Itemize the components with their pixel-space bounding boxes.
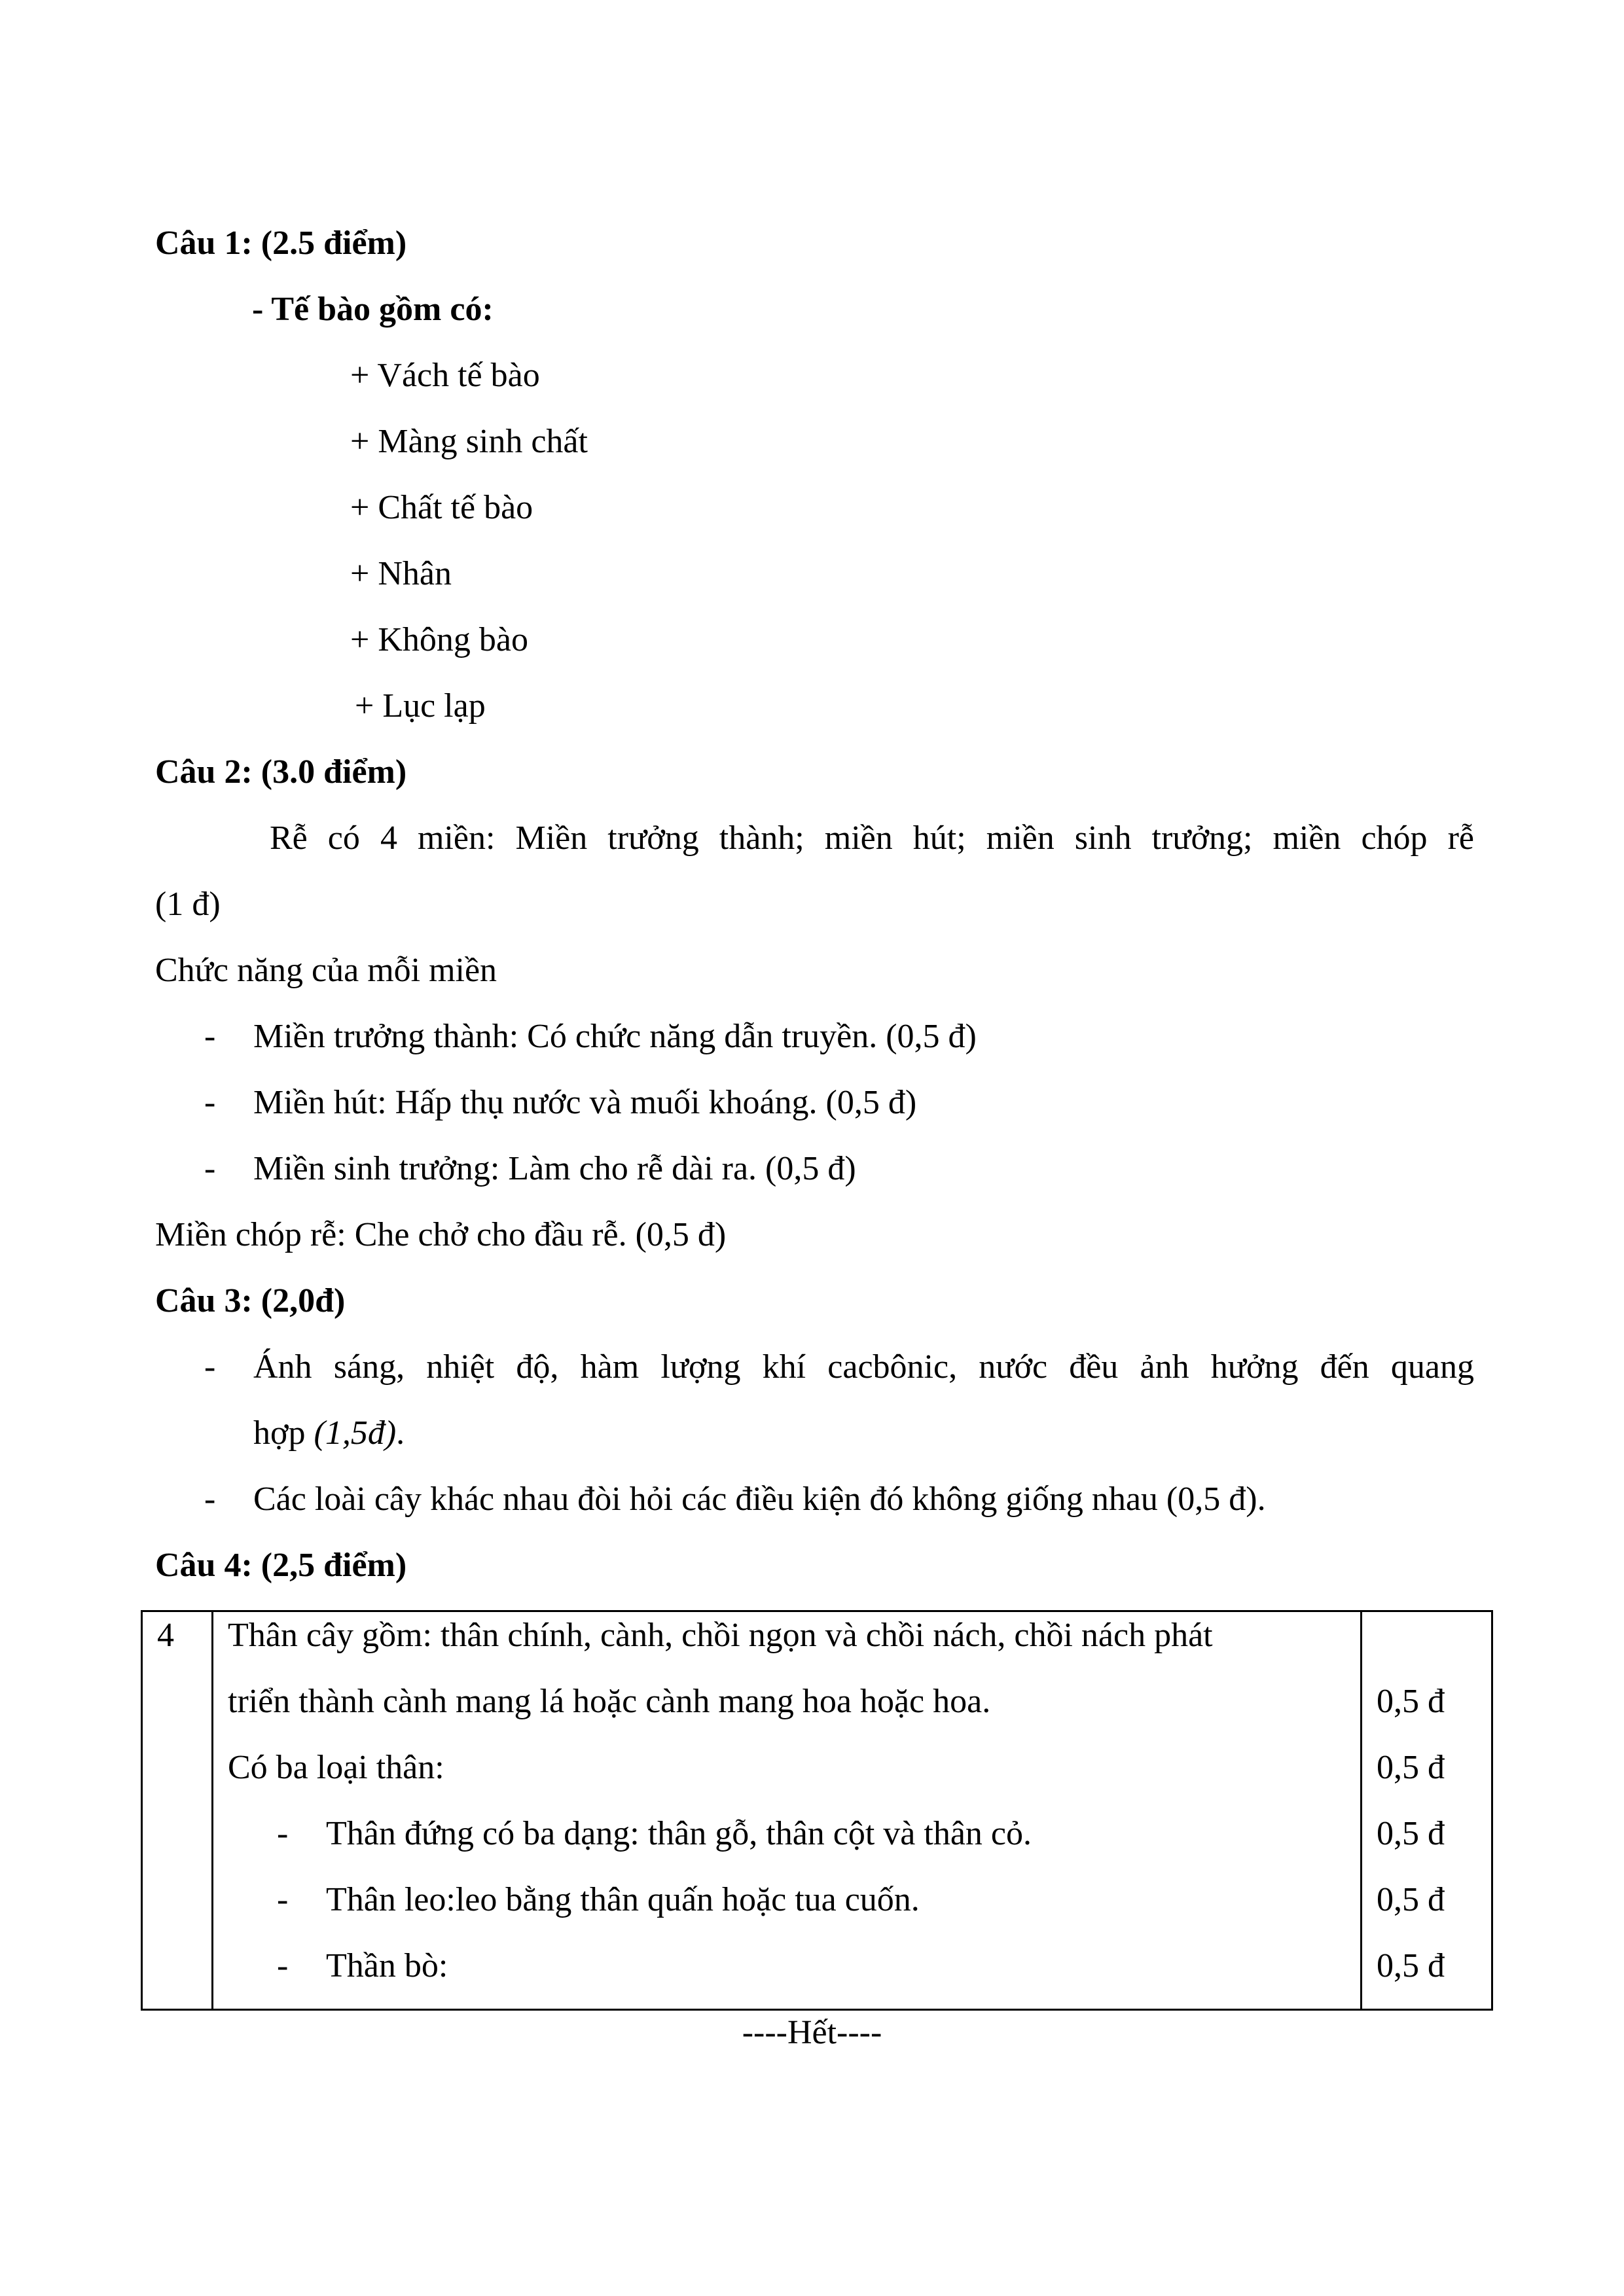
table-text-line2: triển thành cành mang lá hoặc cành mang hoa hoặc hoa. [228, 1683, 991, 1720]
q2-title: Câu 2: (3.0 điểm) [155, 753, 407, 791]
answer-table [141, 1610, 1493, 2011]
q3-bullet-2: Các loài cây khác nhau đòi hỏi các điều kiện đó không giống nhau (0,5 đ). [253, 1480, 1266, 1518]
q1-title: Câu 1: (2.5 điểm) [155, 224, 407, 262]
table-score-1: 0,5 đ [1377, 1683, 1445, 1720]
q3-bullet-1-line2 [253, 1414, 405, 1453]
q3-dash-2: - [204, 1480, 216, 1518]
q3-bullet-1-period: . [396, 1414, 405, 1452]
table-col-divider-1 [211, 1612, 213, 2009]
q2-dash-2: - [204, 1084, 216, 1121]
q3-bullet-1-score: (1,5đ) [314, 1414, 397, 1452]
q2-last-line: Miền chóp rễ: Che chở cho đầu rễ. (0,5 đ) [155, 1216, 727, 1253]
q1-item-3: + Chất tế bào [350, 489, 533, 526]
table-sub-3: Thần bò: [326, 1947, 448, 1984]
q2-function-heading: Chức năng của mỗi miền [155, 952, 497, 989]
q3-bullet-1-line1: Ánh sáng, nhiệt độ, hàm lượng khí cacbônic, nước đều ảnh hưởng đến quang [253, 1348, 1474, 1386]
end-marker: ----Hết---- [742, 2014, 882, 2051]
table-text-line3: Có ba loại thân: [228, 1749, 444, 1786]
q4-title: Câu 4: (2,5 điểm) [155, 1547, 407, 1584]
q3-title: Câu 3: (2,0đ) [155, 1282, 346, 1319]
table-score-5: 0,5 đ [1377, 1947, 1445, 1984]
q3-dash-1: - [204, 1348, 216, 1386]
table-score-4: 0,5 đ [1377, 1881, 1445, 1918]
table-score-2: 0,5 đ [1377, 1749, 1445, 1786]
q2-bullet-2: Miền hút: Hấp thụ nước và muối khoáng. (0,5 đ) [253, 1084, 917, 1121]
q2-intro-line2: (1 đ) [155, 886, 221, 923]
table-sub-dash-3: - [277, 1947, 289, 1984]
q1-subtitle: - Tế bào gồm có: [252, 291, 494, 328]
table-row-number: 4 [157, 1617, 174, 1654]
table-score-3: 0,5 đ [1377, 1815, 1445, 1852]
q2-dash-1: - [204, 1018, 216, 1055]
q2-bullet-3: Miền sinh trưởng: Làm cho rễ dài ra. (0,5 đ) [253, 1150, 856, 1187]
q3-bullet-1-text: hợp [253, 1414, 314, 1452]
table-sub-1: Thân đứng có ba dạng: thân gỗ, thân cột và thân cỏ. [326, 1815, 1032, 1852]
table-text-line1: Thân cây gồm: thân chính, cành, chồi ngọn và chồi nách, chồi nách phát [228, 1617, 1213, 1654]
q2-bullet-1: Miền trưởng thành: Có chức năng dẫn truyền. (0,5 đ) [253, 1018, 977, 1055]
q1-item-4: + Nhân [350, 555, 452, 592]
q1-item-5: + Không bào [350, 621, 528, 658]
table-col-divider-2 [1360, 1612, 1362, 2009]
q1-item-1: + Vách tế bào [350, 357, 540, 394]
q2-intro-line1: Rễ có 4 miền: Miền trưởng thành; miền hút; miền sinh trưởng; miền chóp rễ [270, 819, 1474, 857]
q1-item-2: + Màng sinh chất [350, 423, 588, 460]
q2-dash-3: - [204, 1150, 216, 1187]
table-sub-2: Thân leo:leo bằng thân quấn hoặc tua cuốn. [326, 1881, 920, 1918]
table-sub-dash-1: - [277, 1815, 289, 1852]
table-sub-dash-2: - [277, 1881, 289, 1918]
q1-item-6: + Lục lạp [355, 687, 486, 725]
